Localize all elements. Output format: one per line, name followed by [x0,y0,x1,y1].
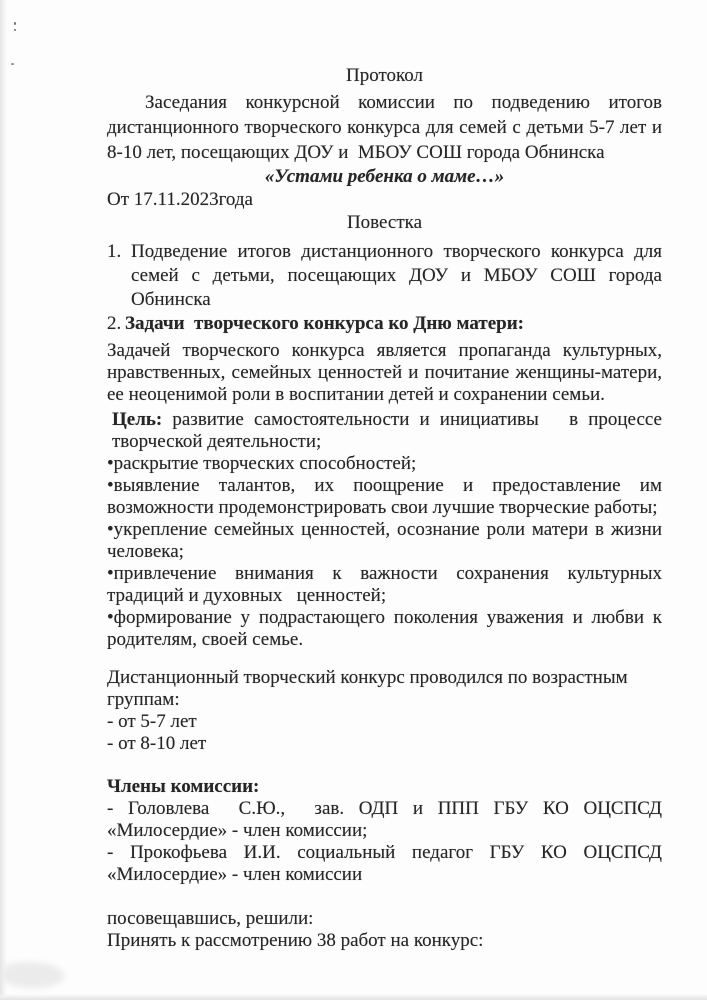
goal-text: развитие самостоятельности и инициативы в процессе творческой деятельности; [112,409,662,452]
document-content [107,63,662,952]
bullet-item: •раскрытие творческих способностей; [107,453,417,474]
scan-edge-bottom [0,994,707,1000]
scan-speck [14,29,16,31]
scan-edge-left [0,0,7,1000]
doc-title: Протокол [345,65,424,86]
date-line: От 17.11.2023года [107,189,253,210]
bullet-item: •выявление талантов, их поощрение и предоставление им возможности продемонстрировать свои лучшие творческие работы; [107,475,662,518]
agenda-item-1 [107,240,662,312]
scan-smudge [2,962,64,988]
contest-title: «Устами ребенка о маме…» [264,166,505,187]
agenda-list [107,240,662,336]
bullet-item: •привлечение внимания к важности сохранения культурных традиций и духовных ценностей; [107,563,662,606]
age-group-item: - от 5-7 лет [107,711,197,732]
agenda-item-1-text: Подведение итогов дистанционного творческого конкурса для семей с детьми, посещающих ДОУ и МБОУ СОШ города Обнинска [131,241,662,310]
agenda-item-2 [107,312,662,336]
decision-text: Принять к рассмотрению 38 работ на конкурс: [107,930,484,951]
tasks-paragraph: Задачей творческого конкурса является пропаганда культурных, нравственных, семейных ценностей и почитание женщины-матери, ее неоценимой роли в воспитании детей и сохранении семьи. [107,340,662,405]
goal-paragraph [107,409,662,453]
bullet-item: •формирование у подрастающего поколения уважения и любви к родителям, своей семье. [107,607,662,650]
committee-member: - Прокофьева И.И. социальный педагог ГБУ КО ОЦСПСД «Милосердие» - член комиссии [107,842,662,885]
agenda-item-2-number: 2. [107,313,122,334]
goal-label: Цель: [112,409,163,430]
decision-block [107,908,662,952]
decision-intro: посовещавшись, решили: [107,908,314,929]
agenda-item-1-number: 1. [107,241,122,262]
scan-speck [11,63,14,65]
bullet-item: •укрепление семейных ценностей, осознание роли матери в жизни человека; [107,519,662,562]
committee-heading: Члены комиссии: [107,776,260,797]
agenda-heading: Повестка [346,212,423,233]
intro-paragraph: Заседания конкурсной комиссии по подведению итогов дистанционного творческого конкурса для семей с детьми 5-7 лет и 8-10 лет, посещающих ДОУ и МБОУ СОШ города Обнинска [107,92,662,163]
age-groups-intro: Дистанционный творческий конкурс проводился по возрастным группам: [107,667,628,710]
committee-member: - Головлева С.Ю., зав. ОДП и ППП ГБУ КО ОЦСПСД «Милосердие» - член комиссии; [107,798,662,841]
scan-speck [14,22,16,25]
age-group-item: - от 8-10 лет [107,733,207,754]
agenda-item-2-text: Задачи творческого конкурса ко Дню матери: [125,313,524,334]
